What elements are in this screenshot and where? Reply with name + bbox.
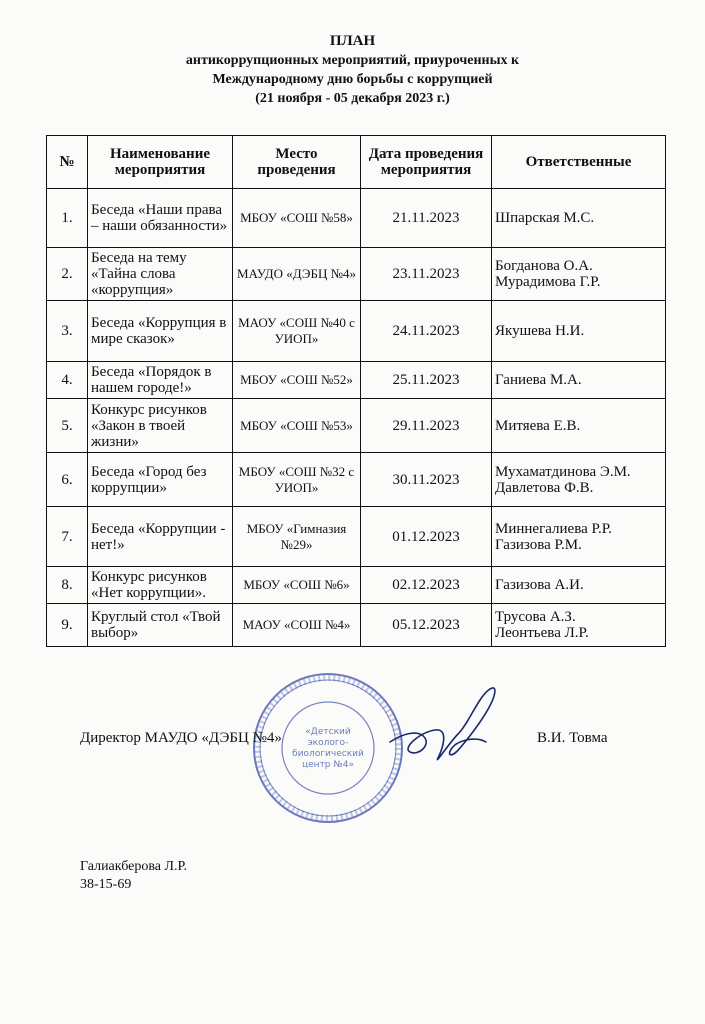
event-responsible bbox=[492, 301, 666, 362]
row-number: 8. bbox=[47, 567, 88, 604]
responsible-person: Мухаматдинова Э.М. bbox=[495, 463, 631, 480]
table-header-row bbox=[47, 136, 666, 189]
event-responsible bbox=[492, 567, 666, 604]
responsible-person: Миннегалиева Р.Р. bbox=[495, 520, 612, 537]
table-row bbox=[47, 301, 666, 362]
director-position: Директор МАУДО «ДЭБЦ №4» bbox=[80, 730, 282, 746]
table-row bbox=[47, 189, 666, 248]
responsible-person: Ганиева М.А. bbox=[495, 372, 582, 388]
event-responsible bbox=[492, 604, 666, 647]
event-name: Круглый стол «Твой выбор» bbox=[88, 604, 233, 647]
table-row bbox=[47, 453, 666, 507]
document-title-block bbox=[0, 32, 705, 108]
row-number: 9. bbox=[47, 604, 88, 647]
events-table bbox=[46, 135, 666, 647]
event-place: МАОУ «СОШ №4» bbox=[233, 604, 361, 647]
director-signature bbox=[380, 672, 510, 792]
event-place: МБОУ «СОШ №58» bbox=[233, 189, 361, 248]
event-date: 29.11.2023 bbox=[361, 399, 492, 453]
event-date: 01.12.2023 bbox=[361, 507, 492, 567]
event-date: 02.12.2023 bbox=[361, 567, 492, 604]
executor-name: Галиакберова Л.Р. bbox=[80, 859, 188, 874]
row-number: 5. bbox=[47, 399, 88, 453]
table-row bbox=[47, 567, 666, 604]
table-row bbox=[47, 362, 666, 399]
event-name: Беседа «Город без коррупции» bbox=[88, 453, 233, 507]
row-number: 2. bbox=[47, 248, 88, 301]
event-date: 23.11.2023 bbox=[361, 248, 492, 301]
event-place: МБОУ «СОШ №53» bbox=[233, 399, 361, 453]
responsible-person: Леонтьева Л.Р. bbox=[495, 625, 589, 641]
event-date: 30.11.2023 bbox=[361, 453, 492, 507]
table-row bbox=[47, 248, 666, 301]
document-title: ПЛАН bbox=[329, 33, 376, 49]
event-name: Беседа «Наши права – наши обязанности» bbox=[88, 189, 233, 248]
event-name: Беседа «Коррупции - нет!» bbox=[88, 507, 233, 567]
event-date: 24.11.2023 bbox=[361, 301, 492, 362]
event-responsible bbox=[492, 399, 666, 453]
event-place: МАОУ «СОШ №40 с УИОП» bbox=[233, 301, 361, 362]
event-name: Конкурс рисунков «Закон в твоей жизни» bbox=[88, 399, 233, 453]
col-header-resp: Ответственные bbox=[492, 136, 666, 189]
event-place: МБОУ «СОШ №52» bbox=[233, 362, 361, 399]
event-place: МАУДО «ДЭБЦ №4» bbox=[233, 248, 361, 301]
responsible-person: Митяева Е.В. bbox=[495, 417, 581, 434]
event-responsible bbox=[492, 362, 666, 399]
event-responsible bbox=[492, 189, 666, 248]
row-number: 1. bbox=[47, 189, 88, 248]
table-row bbox=[47, 507, 666, 567]
col-header-name: Наименование мероприятия bbox=[88, 136, 233, 189]
row-number: 3. bbox=[47, 301, 88, 362]
event-place: МБОУ «СОШ №6» bbox=[233, 567, 361, 604]
event-place: МБОУ «СОШ №32 с УИОП» bbox=[233, 453, 361, 507]
responsible-person: Якушева Н.И. bbox=[495, 323, 585, 339]
event-name: Беседа «Порядок в нашем городе!» bbox=[88, 362, 233, 399]
document-date-range: (21 ноября - 05 декабря 2023 г.) bbox=[255, 91, 450, 106]
executor-phone: 38-15-69 bbox=[80, 877, 132, 892]
director-name: В.И. Товма bbox=[537, 730, 608, 746]
responsible-person: Трусова А.З. bbox=[495, 609, 576, 625]
event-responsible bbox=[492, 248, 666, 301]
responsible-person: Богданова О.А. bbox=[495, 258, 593, 274]
event-responsible bbox=[492, 453, 666, 507]
event-date: 21.11.2023 bbox=[361, 189, 492, 248]
stamp-text: «Детский эколого-биологический центр №4» bbox=[292, 727, 364, 770]
event-name: Конкурс рисунков «Нет коррупции». bbox=[88, 567, 233, 604]
table-row bbox=[47, 604, 666, 647]
row-number: 7. bbox=[47, 507, 88, 567]
row-number: 6. bbox=[47, 453, 88, 507]
row-number: 4. bbox=[47, 362, 88, 399]
responsible-person: Газизова А.И. bbox=[495, 577, 584, 593]
table-row bbox=[47, 399, 666, 453]
event-responsible bbox=[492, 507, 666, 567]
col-header-place: Место проведения bbox=[233, 136, 361, 189]
event-date: 05.12.2023 bbox=[361, 604, 492, 647]
document-subtitle-line-1: антикоррупционных мероприятий, приуроченных к bbox=[185, 53, 520, 68]
col-header-num: № bbox=[47, 136, 88, 189]
document-subtitle-line-2: Международному дню борьбы с коррупцией bbox=[212, 72, 493, 87]
responsible-person: Давлетова Ф.В. bbox=[495, 479, 594, 496]
responsible-person: Газизова Р.М. bbox=[495, 536, 582, 553]
event-place: МБОУ «Гимназия №29» bbox=[233, 507, 361, 567]
event-date: 25.11.2023 bbox=[361, 362, 492, 399]
col-header-date: Дата проведения мероприятия bbox=[361, 136, 492, 189]
event-name: Беседа на тему «Тайна слова «коррупция» bbox=[88, 248, 233, 301]
responsible-person: Шпарская М.С. bbox=[495, 210, 595, 226]
executor-block bbox=[80, 858, 187, 894]
responsible-person: Мурадимова Г.Р. bbox=[495, 274, 601, 290]
event-name: Беседа «Коррупция в мире сказок» bbox=[88, 301, 233, 362]
